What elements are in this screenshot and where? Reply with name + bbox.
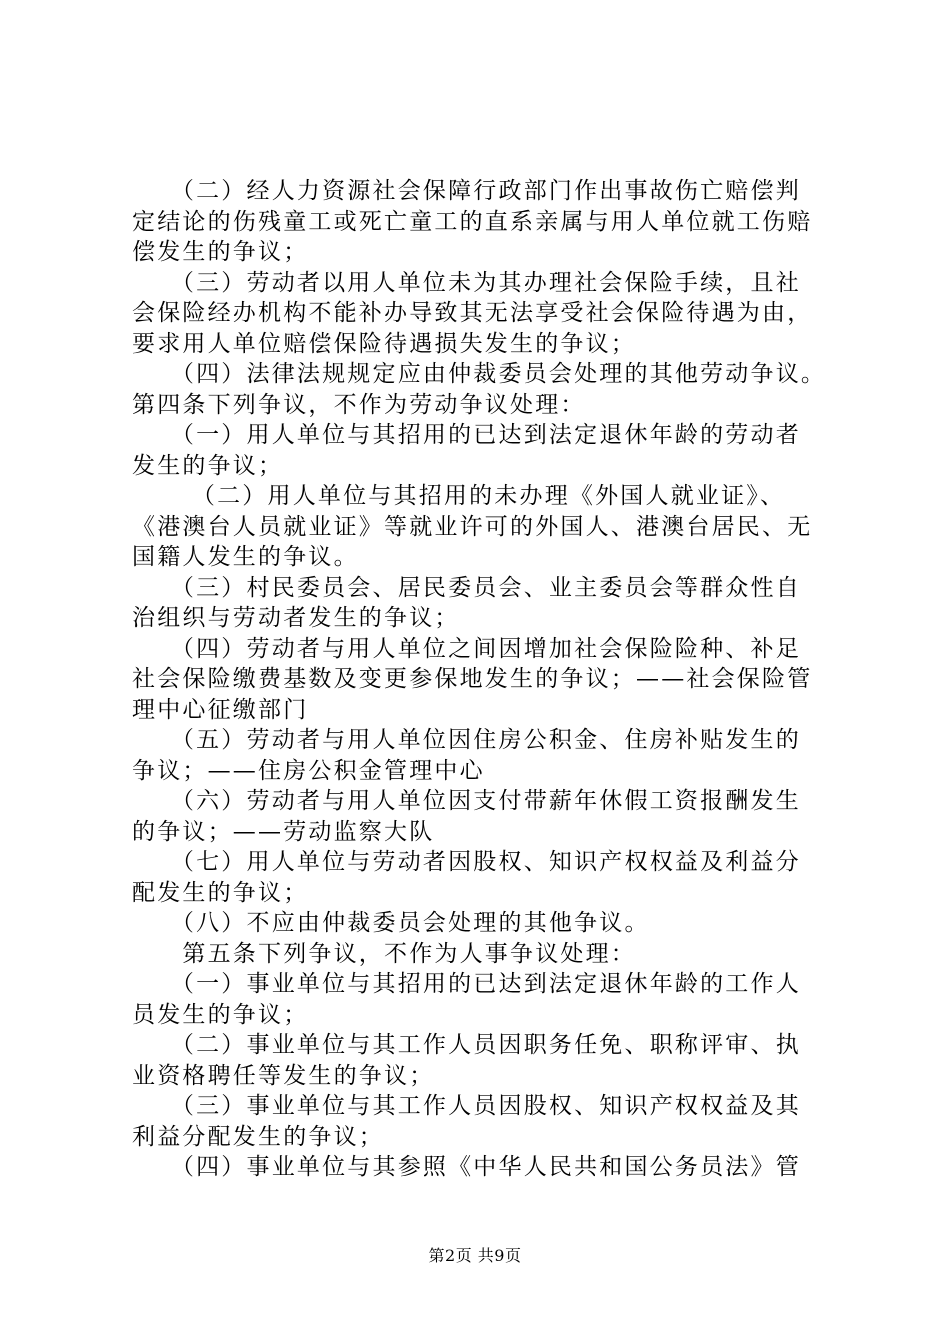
text-line: （六）劳动者与用人单位因支付带薪年休假工资报酬发生 — [132, 788, 801, 814]
text-line: 理中心征缴部门 — [132, 696, 309, 723]
text-line: （四）事业单位与其参照《中华人民共和国公务员法》管 — [132, 1154, 801, 1180]
text-line: 第五条下列争议，不作为人事争议处理： — [132, 940, 636, 967]
text-line: 治组织与劳动者发生的争议； — [132, 605, 460, 631]
text-line: （一）用人单位与其招用的已达到法定退休年龄的劳动者 — [132, 422, 801, 448]
text-line: 偿发生的争议； — [132, 239, 309, 265]
text-line: 配发生的争议； — [132, 879, 309, 906]
text-line: 国籍人发生的争议。 — [132, 544, 359, 570]
text-line: （八）不应由仲裁委员会处理的其他争议。 — [132, 910, 650, 936]
text-line: 第四条下列争议，不作为劳动争议处理： — [132, 391, 586, 418]
text-line: 争议；——住房公积金管理中心 — [132, 757, 485, 784]
text-line: （四）劳动者与用人单位之间因增加社会保险险种、补足 — [132, 635, 801, 662]
text-line: （七）用人单位与劳动者因股权、知识产权权益及利益分 — [132, 849, 801, 875]
text-line: 业资格聘任等发生的争议； — [132, 1062, 435, 1089]
text-line: 定结论的伤残童工或死亡童工的直系亲属与用人单位就工伤赔 — [132, 208, 813, 235]
text-line: 发生的争议； — [132, 452, 284, 479]
text-line: 员发生的争议； — [132, 1001, 309, 1028]
text-line: 要求用人单位赔偿保险待遇损失发生的争议； — [132, 330, 636, 357]
text-line: （二）事业单位与其工作人员因职务任免、职称评审、执 — [132, 1032, 801, 1058]
text-line: （三）劳动者以用人单位未为其办理社会保险手续，且社 — [132, 269, 801, 296]
text-line: 社会保险缴费基数及变更参保地发生的争议；——社会保险管 — [132, 666, 813, 692]
text-line: （三）事业单位与其工作人员因股权、知识产权权益及其 — [132, 1093, 801, 1119]
text-line: （二）用人单位与其招用的未办理《外国人就业证》、 — [132, 483, 786, 509]
text-line: 利益分配发生的争议； — [132, 1123, 384, 1150]
text-line: （五）劳动者与用人单位因住房公积金、住房补贴发生的 — [132, 727, 801, 753]
text-line: （四）法律法规规定应由仲裁委员会处理的其他劳动争议。 — [132, 361, 827, 387]
text-line: 会保险经办机构不能补办导致其无法享受社会保险待遇为由， — [132, 300, 813, 326]
document-body — [132, 176, 832, 1183]
page-footer: 第2页 共9页 — [428, 1246, 522, 1265]
text-line: （一）事业单位与其招用的已达到法定退休年龄的工作人 — [132, 971, 801, 997]
text-line: （三）村民委员会、居民委员会、业主委员会等群众性自 — [132, 574, 801, 601]
text-line: 《港澳台人员就业证》等就业许可的外国人、港澳台居民、无 — [132, 513, 813, 540]
text-line: （二）经人力资源社会保障行政部门作出事故伤亡赔偿判 — [132, 178, 801, 204]
text-line: 的争议；——劳动监察大队 — [132, 818, 435, 845]
